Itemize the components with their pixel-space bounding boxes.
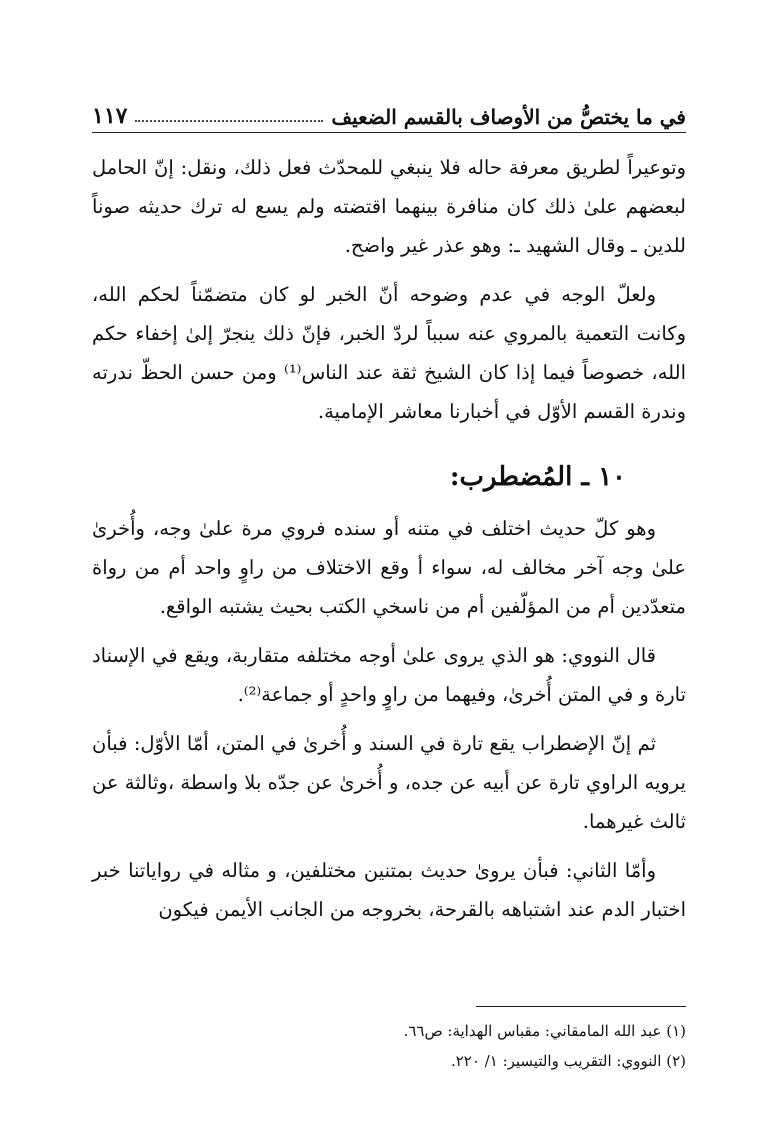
footnote-1: (١) عبد الله المامقاني: مقباس الهداية: ص٦٦.	[403, 1022, 686, 1040]
footnote-divider	[476, 1006, 686, 1007]
page-body	[92, 148, 686, 939]
running-title: في ما يختصُّ من الأوصاف بالقسم الضعيف	[331, 105, 686, 129]
page-header	[92, 96, 686, 133]
section-paragraph-4: وأمّا الثاني: فبأن يرویٰ حديث بمتنين مختلفين، و مثاله في رواياتنا خبر اختبار الدم عند اشتباهه بالقرحة، بخروجه من الجانب الأيمن فيكون	[92, 859, 686, 921]
section-paragraph-1: وهو كلّ حديث اختلف في متنه أو سنده فروي مرة علىٰ وجه، وأُخرىٰ علىٰ وجه آخر مخالف له، سواء أ وقع الاختلاف من راوٍ واحد أم من رواة متعدّدين أم من المؤلّفين أم من ناسخي الكتب بحيث يشتبه الواقع.	[92, 517, 686, 618]
section-heading: ١٠ ـ المُضطرب:	[449, 462, 626, 492]
footnote-2: (٢) النووي: التقريب والتيسير: ١/ ٢٢٠.	[450, 1052, 686, 1070]
section-paragraph-3: ثم إنّ الإضطراب يقع تارة في السند و أُخرىٰ في المتن، أمّا الأوّل: فبأن يرويه الراوي تارة عن أبيه عن جده، و أُخرىٰ عن جدّه بلا واسطة ،وثالثة عن ثالث غيرهما.	[92, 732, 686, 833]
section-paragraph-2: قال النووي: هو الذي يروى علىٰ أوجه مختلفه متقاربة، ويقع في الإسناد تارة و في المتن أُخرىٰ، وفيهما من راوٍ واحدٍ أو جماعة⁽²⁾.	[92, 644, 686, 706]
paragraph-1: وتوعيراً لطريق معرفة حاله فلا ينبغي للمحدّث فعل ذلك، ونقل: إنّ الحامل لبعضهم علىٰ ذلك كان منافرة بينهما اقتضته ولم يسع له ترك حديثه صوناً للدين ـ وقال الشهيد ـ: وهو عذر غير واضح.	[92, 156, 686, 257]
page-number: ١١٧	[92, 103, 128, 129]
header-dotted-leader	[135, 120, 323, 122]
paragraph-2: ولعلّ الوجه في عدم وضوحه أنّ الخبر لو كان متضمّناً لحكم الله، وكانت التعمية بالمروي عنه سبباً لردّ الخبر، فإنّ ذلك ينجرّ إلىٰ إخفاء حكم الله، خصوصاً فيما إذا كان الشيخ ثقة عند الناس⁽¹⁾ ومن حسن الحظّ ندرته وندرة القسم الأوّل في أخبارنا معاشر الإمامية.	[92, 283, 686, 423]
footnotes	[92, 1016, 686, 1076]
